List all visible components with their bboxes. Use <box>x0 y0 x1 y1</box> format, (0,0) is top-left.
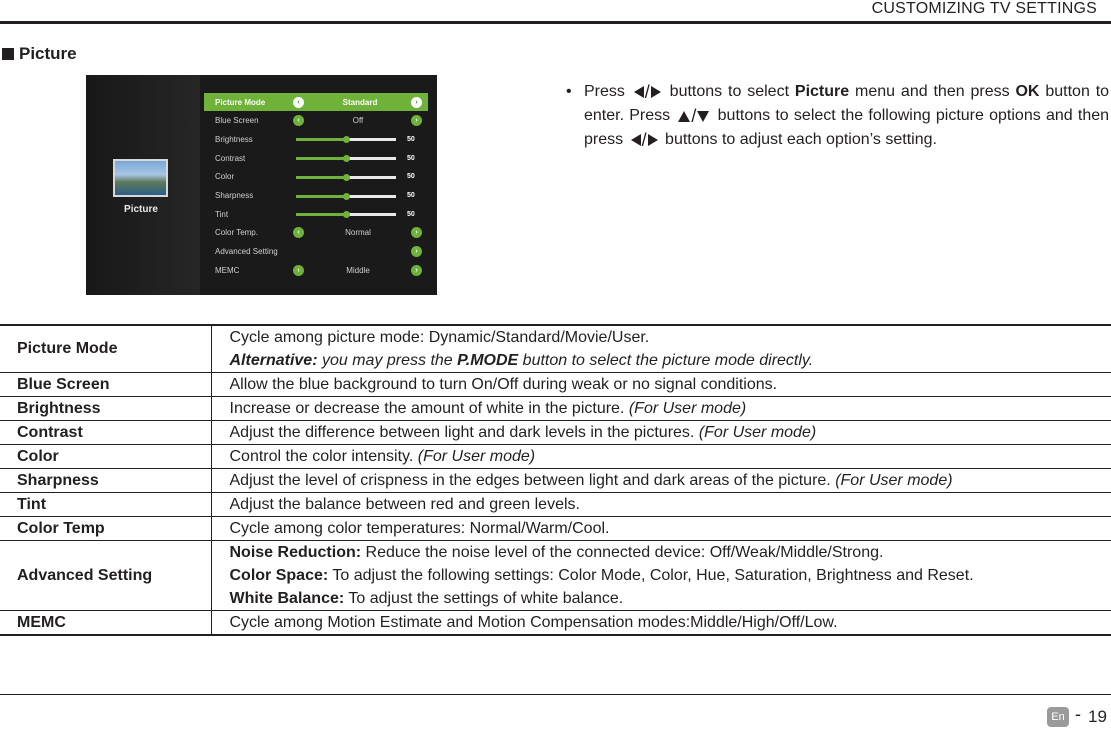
slash: / <box>691 106 697 127</box>
description-segment: To adjust the following settings: Color Mode, Color, Hue, Saturation, Brightness and Reset. <box>328 567 974 584</box>
section-heading <box>2 44 77 64</box>
table-row <box>0 517 1111 541</box>
description-segment: (For User mode) <box>835 472 953 489</box>
tv-menu-row <box>204 149 428 167</box>
setting-name: Picture Mode <box>0 325 211 373</box>
chevron-left-icon: ‹ <box>293 265 304 276</box>
description-line <box>230 611 1111 634</box>
tv-menu-row-label: Sharpness <box>215 191 254 200</box>
description-line <box>230 349 1111 372</box>
tv-menu-row <box>204 261 428 279</box>
table-row <box>0 325 1111 373</box>
tv-menu-row <box>204 243 428 261</box>
tv-menu-row-value: Standard <box>342 97 378 107</box>
tv-left-pane <box>86 75 200 295</box>
tv-picture-menu <box>204 93 428 283</box>
description-segment: Cycle among color temperatures: Normal/Warm/Cool. <box>229 520 610 537</box>
left-right-buttons <box>634 80 661 104</box>
description-line <box>230 373 1111 396</box>
description-line <box>230 493 1111 516</box>
setting-name: Tint <box>0 493 211 517</box>
tv-menu-row <box>204 112 428 130</box>
slash: / <box>644 82 650 102</box>
setting-description <box>211 493 1111 517</box>
instruction-block <box>566 80 1109 153</box>
tv-menu-row-label: Advanced Setting <box>215 247 278 257</box>
chevron-right-icon: › <box>411 97 422 108</box>
description-line <box>230 469 1111 492</box>
description-line <box>230 564 1111 587</box>
description-segment: you may press the <box>317 352 458 369</box>
description-segment: button to select the picture mode directly. <box>518 352 814 369</box>
description-segment: Cycle among picture mode: Dynamic/Standard/Movie/User. <box>229 329 650 346</box>
setting-name: Contrast <box>0 421 211 445</box>
setting-description <box>211 469 1111 493</box>
setting-description <box>211 325 1111 373</box>
chevron-left-icon: ‹ <box>293 227 304 238</box>
tv-menu-row <box>204 93 428 111</box>
header-rule <box>0 21 1111 24</box>
tv-menu-row-value: Middle <box>346 265 370 275</box>
table-row <box>0 469 1111 493</box>
bullet: • <box>566 83 572 100</box>
tv-slider-value: 50 <box>407 154 415 162</box>
description-line <box>230 421 1111 444</box>
tv-menu-row <box>204 130 428 148</box>
tv-slider-knob <box>343 155 350 162</box>
description-line <box>230 541 1111 564</box>
tv-menu-row-value: Normal <box>345 228 371 238</box>
setting-name: Color Temp <box>0 517 211 541</box>
tv-menu-row-label: Contrast <box>215 153 246 163</box>
table-row <box>0 373 1111 397</box>
down-arrow-icon <box>697 111 709 122</box>
footer-rule <box>0 694 1111 695</box>
page-dash: - <box>1075 704 1081 724</box>
tv-menu-row-label: Brightness <box>215 134 253 144</box>
description-segment: Control the color intensity. <box>229 448 418 465</box>
tv-slider <box>296 176 396 179</box>
setting-description <box>211 541 1111 611</box>
description-segment: To adjust the settings of white balance. <box>344 590 624 607</box>
setting-name: Sharpness <box>0 469 211 493</box>
tv-slider-knob <box>343 211 350 218</box>
description-segment: Noise Reduction: <box>229 544 362 561</box>
description-segment: White Balance: <box>229 590 345 607</box>
tv-slider-knob <box>343 193 350 200</box>
description-line <box>230 445 1111 468</box>
tv-menu-row-label: MEMC <box>215 265 240 275</box>
description-segment: P.MODE <box>457 352 519 369</box>
description-segment: Adjust the balance between red and green levels. <box>229 496 580 513</box>
left-arrow-icon <box>631 134 641 146</box>
tv-menu-row <box>204 187 428 205</box>
description-segment: Reduce the noise level of the connected device: Off/Weak/Middle/Strong. <box>361 544 884 561</box>
chevron-right-icon: › <box>411 227 422 238</box>
tv-menu-row-label: Picture Mode <box>215 97 266 107</box>
tv-menu-screenshot <box>86 75 437 295</box>
tv-slider <box>296 195 396 198</box>
right-arrow-icon <box>651 86 661 98</box>
description-line <box>230 397 1111 420</box>
setting-description <box>211 517 1111 541</box>
description-segment: Adjust the level of crispness in the edges between light and dark areas of the picture. <box>229 472 836 489</box>
tv-menu-row-label: Tint <box>215 209 229 219</box>
page-header-title: CUSTOMIZING TV SETTINGS <box>871 0 1097 17</box>
chevron-right-icon: › <box>411 246 422 257</box>
settings-table <box>0 324 1111 636</box>
description-segment: Color Space: <box>229 567 329 584</box>
page-number: 19 <box>1088 707 1107 726</box>
instruction-text-6: button to enter. Press <box>584 83 1110 125</box>
description-segment: (For User mode) <box>417 448 536 465</box>
description-line <box>230 587 1111 610</box>
up-down-buttons <box>678 104 709 128</box>
table-row <box>0 611 1111 636</box>
description-segment: Allow the blue background to turn On/Off during weak or no signal conditions. <box>229 376 778 393</box>
instruction-text-4: menu and then press <box>855 83 1010 101</box>
tv-slider <box>296 213 396 216</box>
description-line <box>230 326 1111 349</box>
slash: / <box>641 130 647 151</box>
tv-slider-fill <box>296 176 346 179</box>
chevron-right-icon: › <box>411 115 422 126</box>
tv-slider-fill <box>296 213 346 216</box>
tv-slider-knob <box>343 174 350 181</box>
tv-slider <box>296 157 396 160</box>
tv-slider-value: 50 <box>407 210 415 218</box>
tv-slider-value: 50 <box>407 173 415 181</box>
tv-slider-knob <box>343 136 350 143</box>
instruction-text-7: buttons to select the following picture options and then press <box>584 107 1110 149</box>
chevron-left-icon: ‹ <box>293 97 304 108</box>
setting-name: Blue Screen <box>0 373 211 397</box>
setting-description <box>211 421 1111 445</box>
description-segment: Adjust the difference between light and dark levels in the pictures. <box>229 424 699 441</box>
table-row <box>0 541 1111 611</box>
instruction-text <box>584 80 1109 153</box>
setting-name: Color <box>0 445 211 469</box>
tv-slider-fill <box>296 138 346 141</box>
tv-menu-row-label: Color Temp. <box>215 228 258 238</box>
setting-description <box>211 611 1111 636</box>
tv-slider <box>296 138 396 141</box>
description-segment: Alternative: <box>229 352 318 369</box>
tv-menu-row-value: Off <box>352 116 364 126</box>
description-line <box>230 517 1111 540</box>
setting-name: Brightness <box>0 397 211 421</box>
table-row <box>0 421 1111 445</box>
instruction-text-8: buttons to adjust each option’s setting. <box>665 131 937 149</box>
instruction-text-2: buttons to select <box>669 83 790 101</box>
section-heading-text: Picture <box>19 44 77 63</box>
setting-description <box>211 373 1111 397</box>
tv-slider-fill <box>296 195 346 198</box>
instruction-picture-bold: Picture <box>794 83 850 101</box>
language-badge: En <box>1047 707 1069 727</box>
tv-menu-row <box>204 224 428 242</box>
setting-name: Advanced Setting <box>0 541 211 611</box>
right-arrow-icon <box>648 134 658 146</box>
setting-description <box>211 445 1111 469</box>
chevron-right-icon: › <box>411 265 422 276</box>
table-row <box>0 493 1111 517</box>
picture-thumbnail-label: Picture <box>124 204 158 215</box>
up-arrow-icon <box>678 111 690 122</box>
tv-slider-value: 50 <box>407 135 415 143</box>
picture-thumbnail-icon <box>113 159 168 197</box>
instruction-text-1: Press <box>584 83 625 101</box>
tv-slider-value: 50 <box>407 192 415 199</box>
table-row <box>0 445 1111 469</box>
description-segment: Increase or decrease the amount of white in the picture. <box>229 400 629 417</box>
description-segment: Cycle among Motion Estimate and Motion Compensation modes:Middle/High/Off/Low. <box>229 614 838 631</box>
description-segment: (For User mode) <box>628 400 747 417</box>
chevron-left-icon: ‹ <box>293 115 304 126</box>
tv-slider-fill <box>296 157 346 160</box>
square-bullet-icon <box>2 48 14 60</box>
left-right-buttons <box>631 128 658 152</box>
table-row <box>0 397 1111 421</box>
tv-menu-row <box>204 205 428 223</box>
tv-menu-row-label: Blue Screen <box>215 116 259 126</box>
left-arrow-icon <box>634 86 644 98</box>
description-segment: (For User mode) <box>698 424 817 441</box>
tv-menu-row <box>204 168 428 186</box>
setting-name: MEMC <box>0 611 211 636</box>
instruction-ok-bold: OK <box>1015 83 1040 101</box>
tv-menu-row-label: Color <box>215 172 235 182</box>
setting-description <box>211 397 1111 421</box>
